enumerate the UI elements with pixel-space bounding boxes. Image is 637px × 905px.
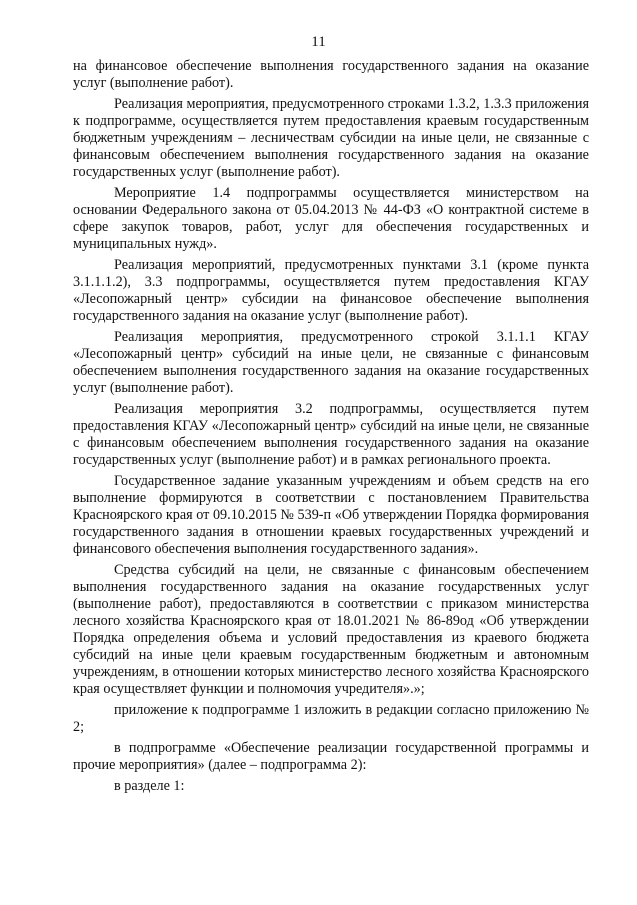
paragraph: в подпрограмме «Обеспечение реализации государственной программы и прочие мероприятия» (далее – подпрограмма 2):: [73, 740, 589, 773]
paragraph: Государственное задание указанным учреждениям и объем средств на его выполнение формируются в соответствии с постановлением Правительства Красноярского края от 09.10.2015 № 539-п «Об утверждении Порядка формирования государственного задания в отношении краевых государственных учреждений и финансового обеспечения выполнения государственного задания».: [73, 473, 589, 557]
paragraph: Реализация мероприятия, предусмотренного строками 1.3.2, 1.3.3 приложения к подпрограмме, осуществляется путем предоставления краевым государственным бюджетным учреждениям – лесничествам субсидии на иные цели, не связанные с финансовым обеспечением выполнения государственного задания на оказание государственных услуг (выполнение работ).: [73, 96, 589, 180]
paragraph: в разделе 1:: [114, 778, 185, 794]
paragraph: Реализация мероприятия, предусмотренного строкой 3.1.1.1 КГАУ «Лесопожарный центр» субсидий на иные цели, не связанные с финансовым обеспечением выполнения государственного задания на оказание государственных услуг (выполнение работ).: [73, 329, 589, 396]
paragraph: Реализация мероприятия 3.2 подпрограммы, осуществляется путем предоставления КГАУ «Лесопожарный центр» субсидий на иные цели, не связанные с финансовым обеспечением выполнения государственного задания на оказание государственных услуг (выполнение работ) и в рамках регионального проекта.: [73, 401, 589, 468]
paragraph: приложение к подпрограмме 1 изложить в редакции согласно приложению № 2;: [73, 702, 589, 735]
paragraph: Реализация мероприятий, предусмотренных пунктами 3.1 (кроме пункта 3.1.1.1.2), 3.3 подпрограммы, осуществляется путем предоставления КГАУ «Лесопожарный центр» субсидии на финансовое обеспечение выполнения государственного задания на оказание услуг (выполнение работ).: [73, 257, 589, 324]
page-number: 11: [311, 34, 326, 50]
paragraph: Средства субсидий на цели, не связанные с финансовым обеспечением выполнения государственного задания на оказание государственных услуг (выполнение работ), предоставляются в соответствии с приказом министерства лесного хозяйства Красноярского края от 18.01.2021 № 86-89од «Об утверждении Порядка определения объема и условий предоставления из краевого бюджета субсидий на иные цели краевым государственным бюджетным и автономным учреждениям, в отношении которых министерство лесного хозяйства Красноярского края осуществляет функции и полномочия учредителя».»;: [73, 562, 589, 697]
document-body: [73, 58, 589, 799]
paragraph: Мероприятие 1.4 подпрограммы осуществляется министерством на основании Федерального закона от 05.04.2013 № 44-ФЗ «О контрактной системе в сфере закупок товаров, работ, услуг для обеспечения государственных и муниципальных нужд».: [73, 185, 589, 252]
paragraph-continuation: на финансовое обеспечение выполнения государственного задания на оказание услуг (выполнение работ).: [73, 58, 589, 91]
